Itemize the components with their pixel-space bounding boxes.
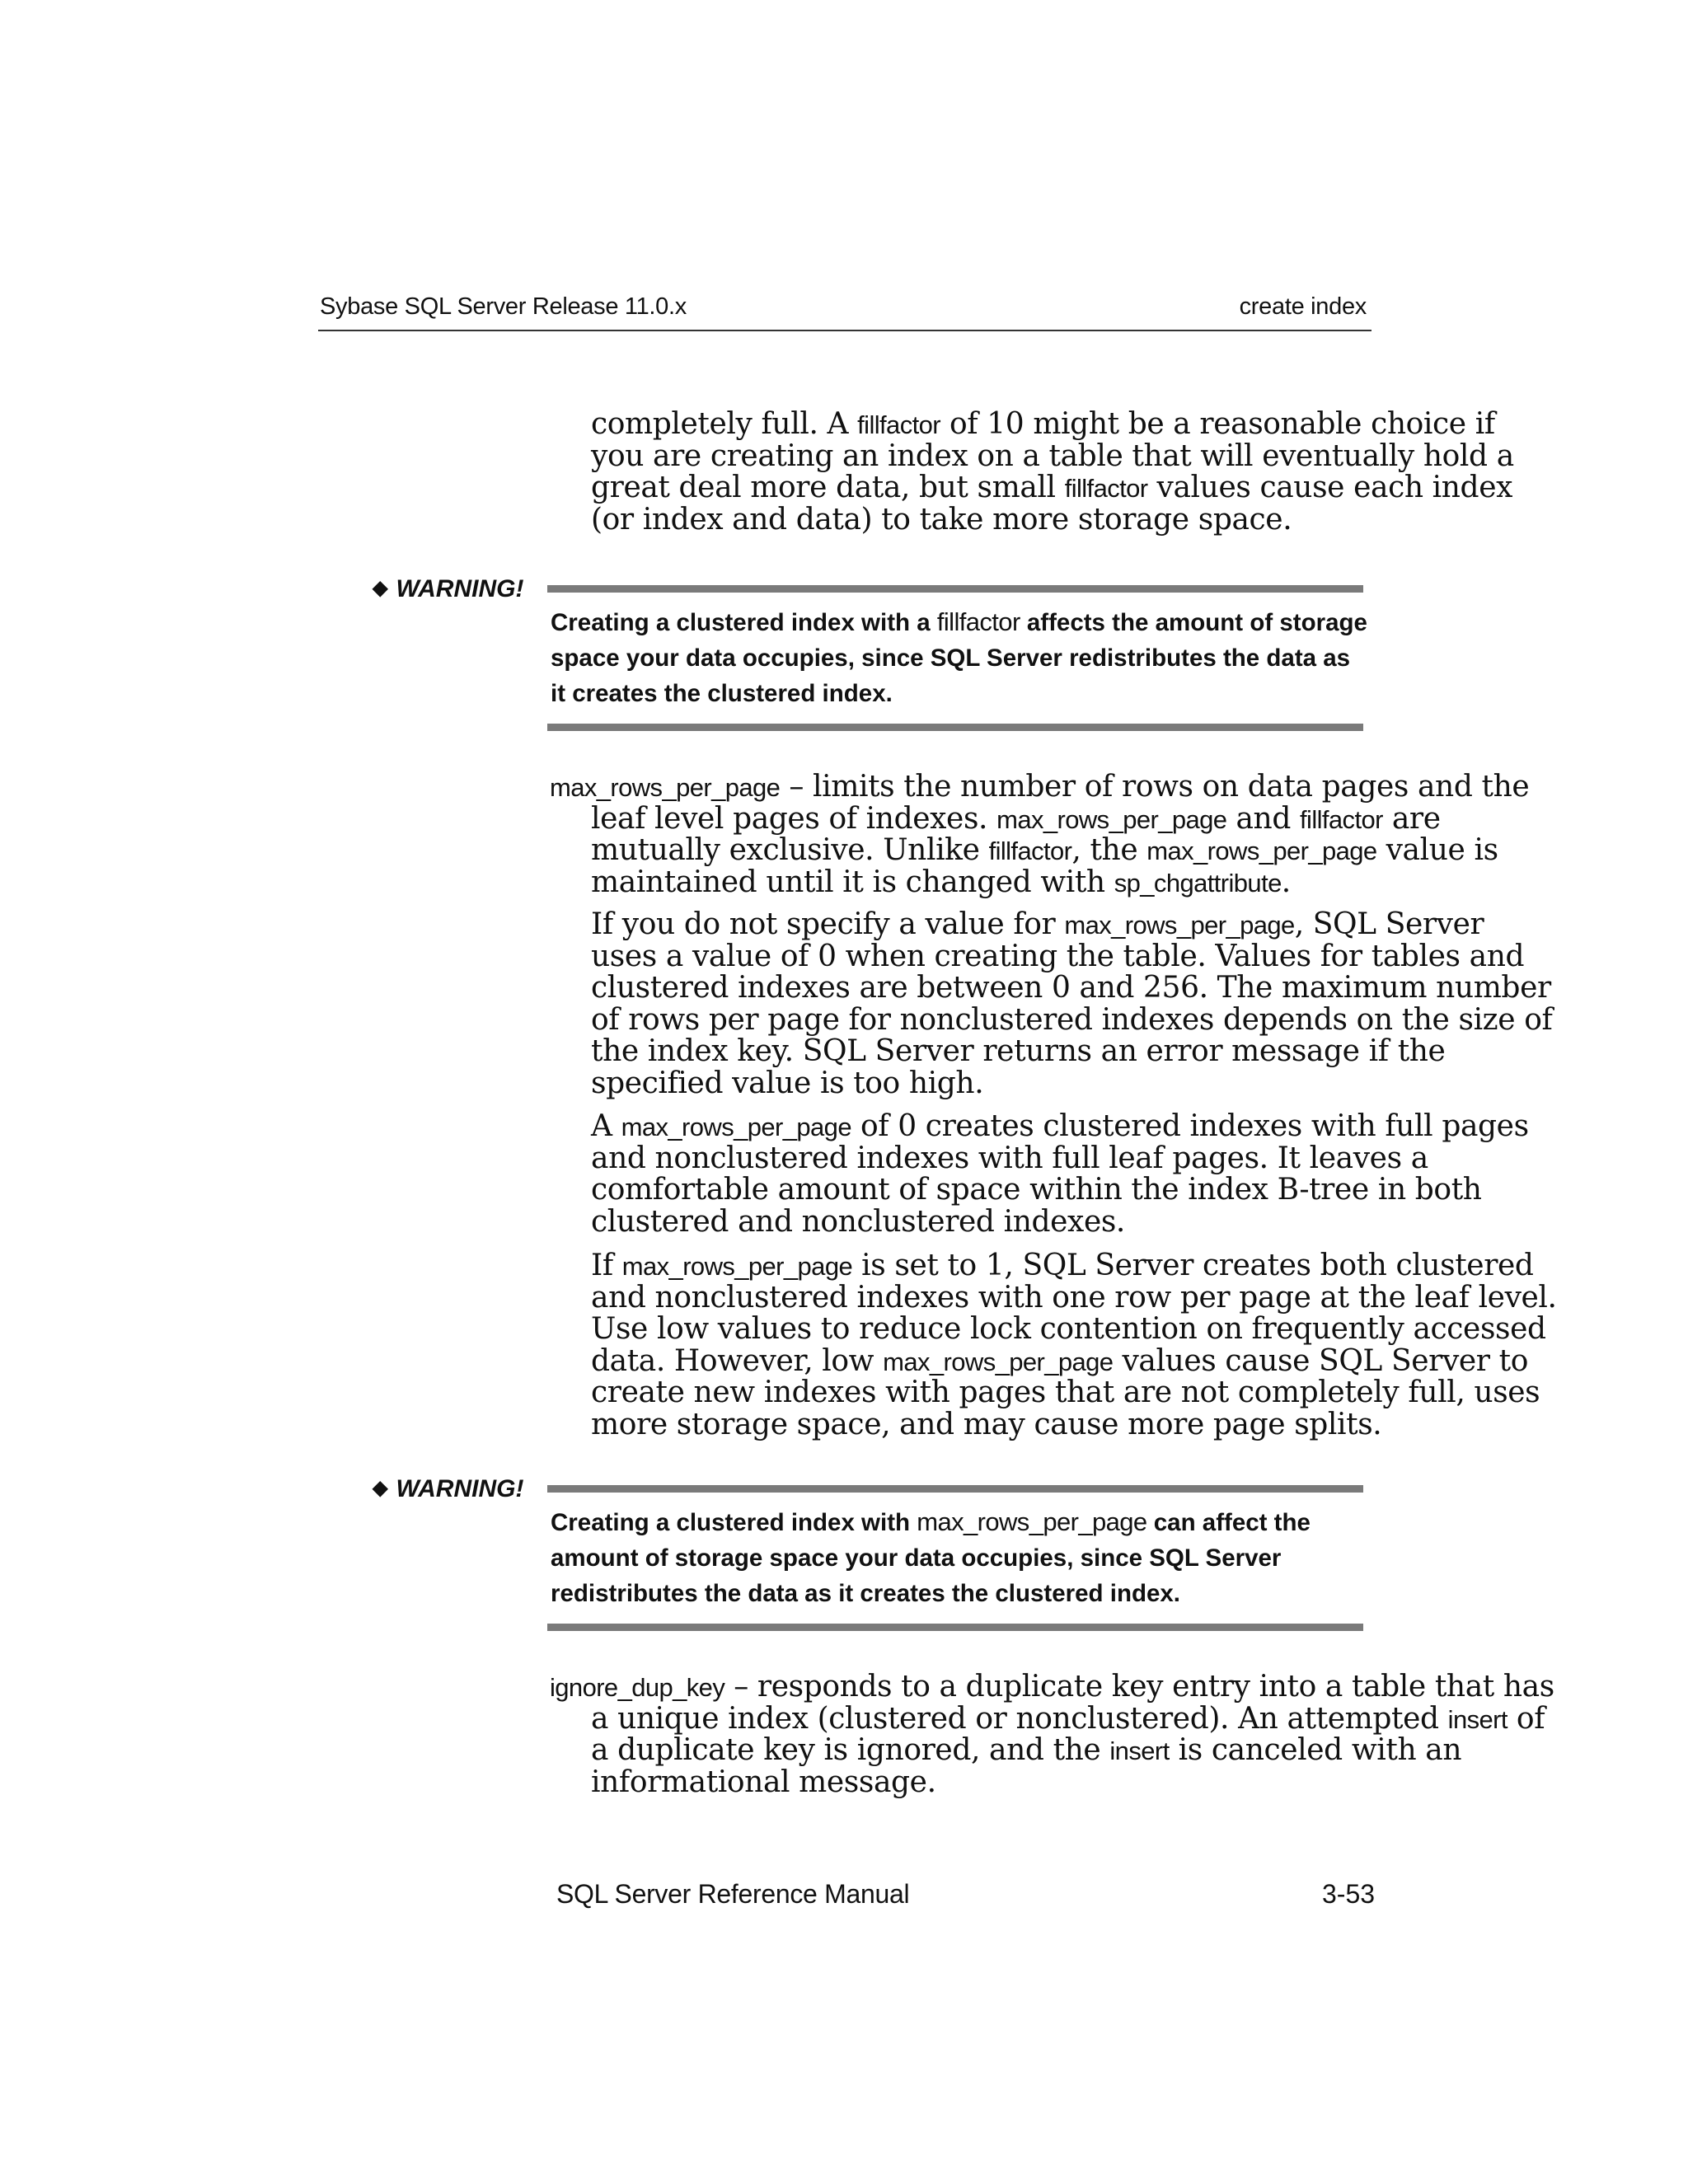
code-term: fillfactor — [857, 410, 940, 439]
code-term: fillfactor — [936, 607, 1020, 636]
text-line: mutually exclusive. Unlike fillfactor, the max_rows_per_page value is — [591, 833, 1498, 867]
code-term: max_rows_per_page — [917, 1507, 1147, 1536]
text-line: (or index and data) to take more storage space. — [591, 502, 1292, 537]
warning-box — [547, 1485, 1363, 1631]
ignore-dup-key-definition: ignore_dup_key – responds to a duplicate key entry into a table that has a unique index (clustered or nonclustered). An attempted insert of a duplicate key is ignored, and the insert is canceled with an informational message. — [550, 1670, 1554, 1799]
warning-label: ◆ WARNING! — [373, 1475, 524, 1502]
max-rows-paragraph-zero: A max_rows_per_page of 0 creates clustered indexes with full pages and nonclustered indexes with full leaf pages. It leaves a comfortable amount of space within the index B-tree in both clustered and nonclustered indexes. — [591, 1109, 1529, 1239]
text-line: maintained until it is changed with sp_chgattribute. — [591, 865, 1291, 899]
page-number: 3-53 — [1322, 1879, 1376, 1909]
header-section-title: create index — [1239, 293, 1367, 320]
text-line: great deal more data, but small fillfactor values cause each index — [591, 471, 1513, 504]
code-term: ignore_dup_key — [550, 1673, 725, 1702]
diamond-bullet-icon: ◆ — [373, 577, 388, 599]
text-line: max_rows_per_page – limits the number of rows on data pages and the — [550, 770, 1530, 804]
intro-paragraph — [591, 409, 1514, 536]
warning-text: Creating a clustered index with max_rows_per_page can affect the amount of storage space your data occupies, since SQL Server redistributes the data as it creates the clustered index. — [551, 1507, 1311, 1607]
text-line: completely full. A fillfactor of 10 might be a reasonable choice if — [591, 407, 1495, 441]
text-line: leaf level pages of indexes. max_rows_per_page and fillfactor are — [591, 801, 1441, 836]
running-header — [318, 290, 1372, 331]
warning-box — [547, 585, 1367, 731]
code-term: fillfactor — [1064, 474, 1148, 503]
header-book-title: Sybase SQL Server Release 11.0.x — [320, 293, 687, 320]
warning-text: Creating a clustered index with a fillfactor affects the amount of storage space your data occupies, since SQL Server redistributes the data as it creates the clustered index. — [551, 607, 1367, 707]
warning-label: ◆ WARNING! — [373, 575, 524, 602]
max-rows-paragraph-one: If max_rows_per_page is set to 1, SQL Server creates both clustered and nonclustered indexes with one row per page at the leaf level. Use low values to reduce lock contention on frequently accessed data. However, low max_rows_per_page values cause SQL Server to create new indexes with pages that are not completely full, uses more storage space, and may cause more page splits. — [591, 1249, 1557, 1441]
diamond-bullet-icon: ◆ — [373, 1477, 388, 1499]
code-term: max_rows_per_page — [550, 773, 781, 802]
max-rows-definition — [550, 771, 1529, 898]
max-rows-paragraph-default: If you do not specify a value for max_rows_per_page, SQL Server uses a value of 0 when creating the table. Values for tables and clustered indexes are between 0 and 256. The maximum number of rows per page for nonclustered indexes depends on the size of the index key. SQL Server returns an error message if the specified value is too high. — [591, 907, 1553, 1100]
text-line: you are creating an index on a table that will eventually hold a — [591, 438, 1514, 473]
footer-manual-title: SQL Server Reference Manual — [556, 1879, 910, 1909]
